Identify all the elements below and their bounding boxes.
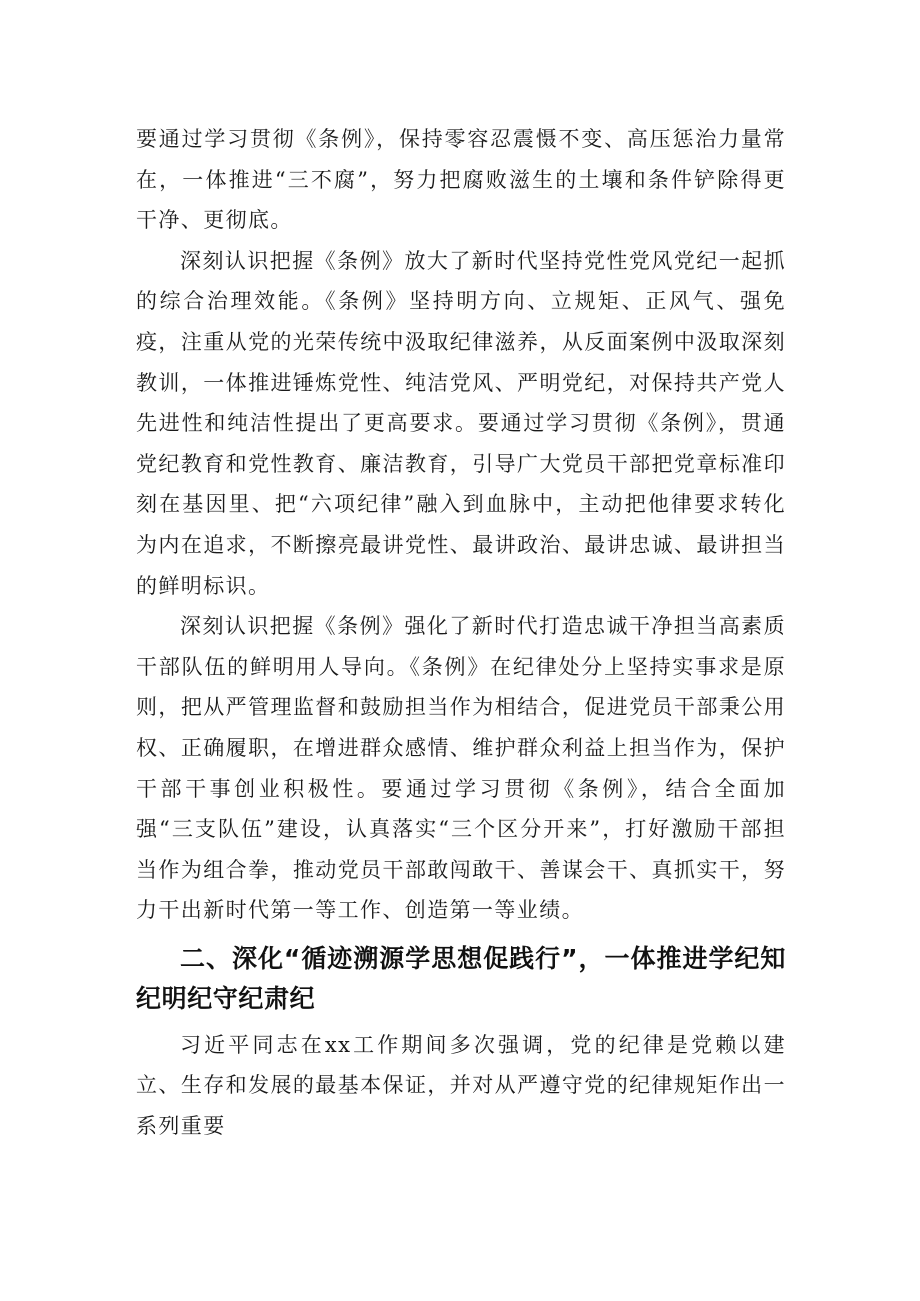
paragraph-governance: 深刻认识把握《条例》放大了新时代坚持党性党风党纪一起抓的综合治理效能。《条例》坚持明方向、立规矩、正风气、强免疫，注重从党的光荣传统中汲取纪律滋养，从反面案例中汲取深刻教训，一体推进锤炼党性、纯洁党风、严明党纪，对保持共产党人先进性和纯洁性提出了更高要求。要通过学习贯彻《条例》，贯通党纪教育和党性教育、廉洁教育，引导广大党员干部把党章标准印刻在基因里、把“六项纪律”融入到血脉中，主动把他律要求转化为内在追求，不断擦亮最讲党性、最讲政治、最讲忠诚、最讲担当的鲜明标识。 xyxy=(136,248,786,598)
paragraph-continued: 要通过学习贯彻《条例》，保持零容忍震慑不变、高压惩治力量常在，一体推进“三不腐”，努力把腐败滋生的土壤和条件铲除得更干净、更彻底。 xyxy=(136,127,786,233)
section-heading: 二、深化“循迹溯源学思想促践行”，一体推进学纪知纪明纪守纪肃纪 xyxy=(136,943,786,1013)
document-page xyxy=(136,119,786,1147)
paragraph-cadre: 深刻认识把握《条例》强化了新时代打造忠诚干净担当高素质干部队伍的鲜明用人导向。《条例》在纪律处分上坚持实事求是原则，把从严管理监督和鼓励担当作为相结合，促进党员干部秉公用权、正确履职，在增进群众感情、维护群众利益上担当作为，保护干部干事创业积极性。要通过学习贯彻《条例》，结合全面加强“三支队伍”建设，认真落实“三个区分开来”，打好激励干部担当作为组合拳，推动党员干部敢闯敢干、善谋会干、真抓实干，努力干出新时代第一等工作、创造第一等业绩。 xyxy=(136,614,786,923)
paragraph-history: 习近平同志在xx工作期间多次强调，党的纪律是党赖以建立、生存和发展的最基本保证，并对从严遵守党的纪律规矩作出一系列重要 xyxy=(136,1032,786,1139)
